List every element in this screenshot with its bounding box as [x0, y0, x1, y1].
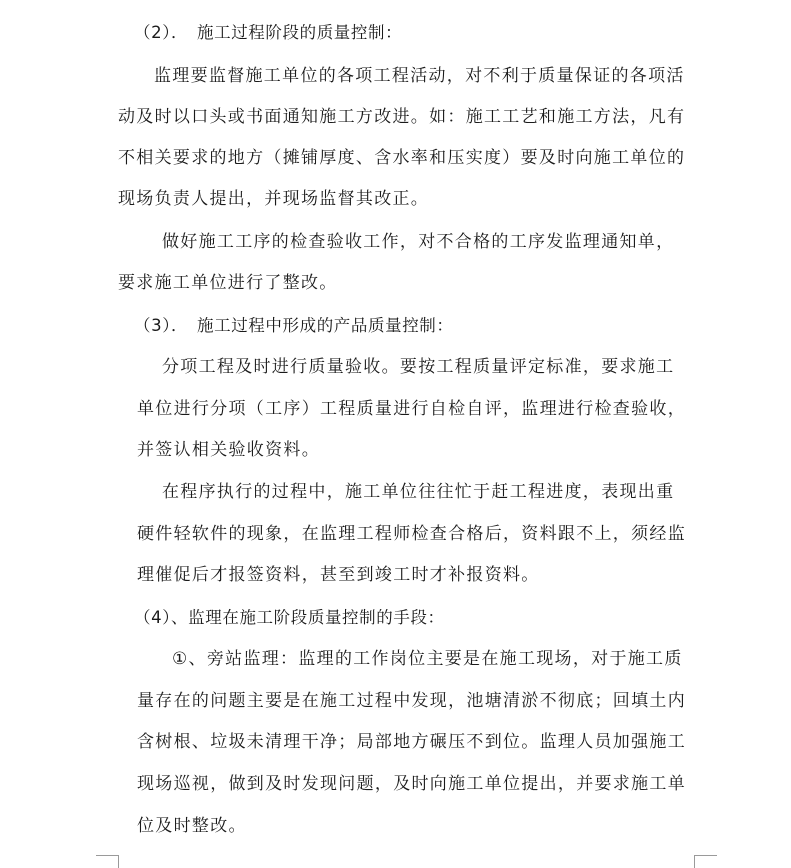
paragraph-line: 做好施工工序的检查验收工作，对不合格的工序发监理通知单， [162, 232, 675, 252]
paragraph-line: 分项工程及时进行质量验收。要按工程质量评定标准，要求施工 [162, 357, 675, 377]
paragraph-line: 含树根、垃圾未清理干净；局部地方碾压不到位。监理人员加强施工 [137, 732, 686, 752]
crop-mark-bottom-left [96, 855, 119, 868]
section-heading-3: （3）． 施工过程中形成的产品质量控制： [134, 316, 454, 335]
paragraph-line: 动及时以口头或书面通知施工方改进。如：施工工艺和施工方法，凡有 [118, 107, 686, 127]
section-heading-4: （4）、监理在施工阶段质量控制的手段： [134, 608, 445, 627]
paragraph-line: 位及时整改。 [137, 816, 247, 836]
paragraph-line: ①、旁站监理：监理的工作岗位主要是在施工现场，对于施工质 [172, 649, 683, 669]
paragraph-line: 量存在的问题主要是在施工过程中发现，池塘清淤不彻底；回填土内 [137, 691, 686, 711]
section-heading-2: （2）． 施工过程阶段的质量控制： [134, 23, 403, 42]
paragraph-line: 监理要监督施工单位的各项工程活动，对不利于质量保证的各项活 [154, 66, 685, 86]
paragraph-line: 要求施工单位进行了整改。 [118, 273, 338, 293]
paragraph-line: 现场巡视，做到及时发现问题，及时向施工单位提出，并要求施工单 [137, 774, 686, 794]
paragraph-line: 现场负责人提出，并现场监督其改正。 [118, 189, 430, 209]
crop-mark-bottom-right [694, 855, 717, 868]
paragraph-line: 单位进行分项（工序）工程质量进行自检自评，监理进行检查验收， [137, 399, 686, 419]
paragraph-line: 不相关要求的地方（摊铺厚度、含水率和压实度）要及时向施工单位的 [118, 148, 686, 168]
paragraph-line: 并签认相关验收资料。 [137, 440, 320, 460]
paragraph-line: 硬件轻软件的现象，在监理工程师检查合格后，资料跟不上，须经监 [137, 524, 686, 544]
paragraph-line: 理催促后才报签资料，甚至到竣工时才补报资料。 [137, 565, 540, 585]
paragraph-line: 在程序执行的过程中，施工单位往往忙于赶工程进度，表现出重 [162, 482, 675, 502]
